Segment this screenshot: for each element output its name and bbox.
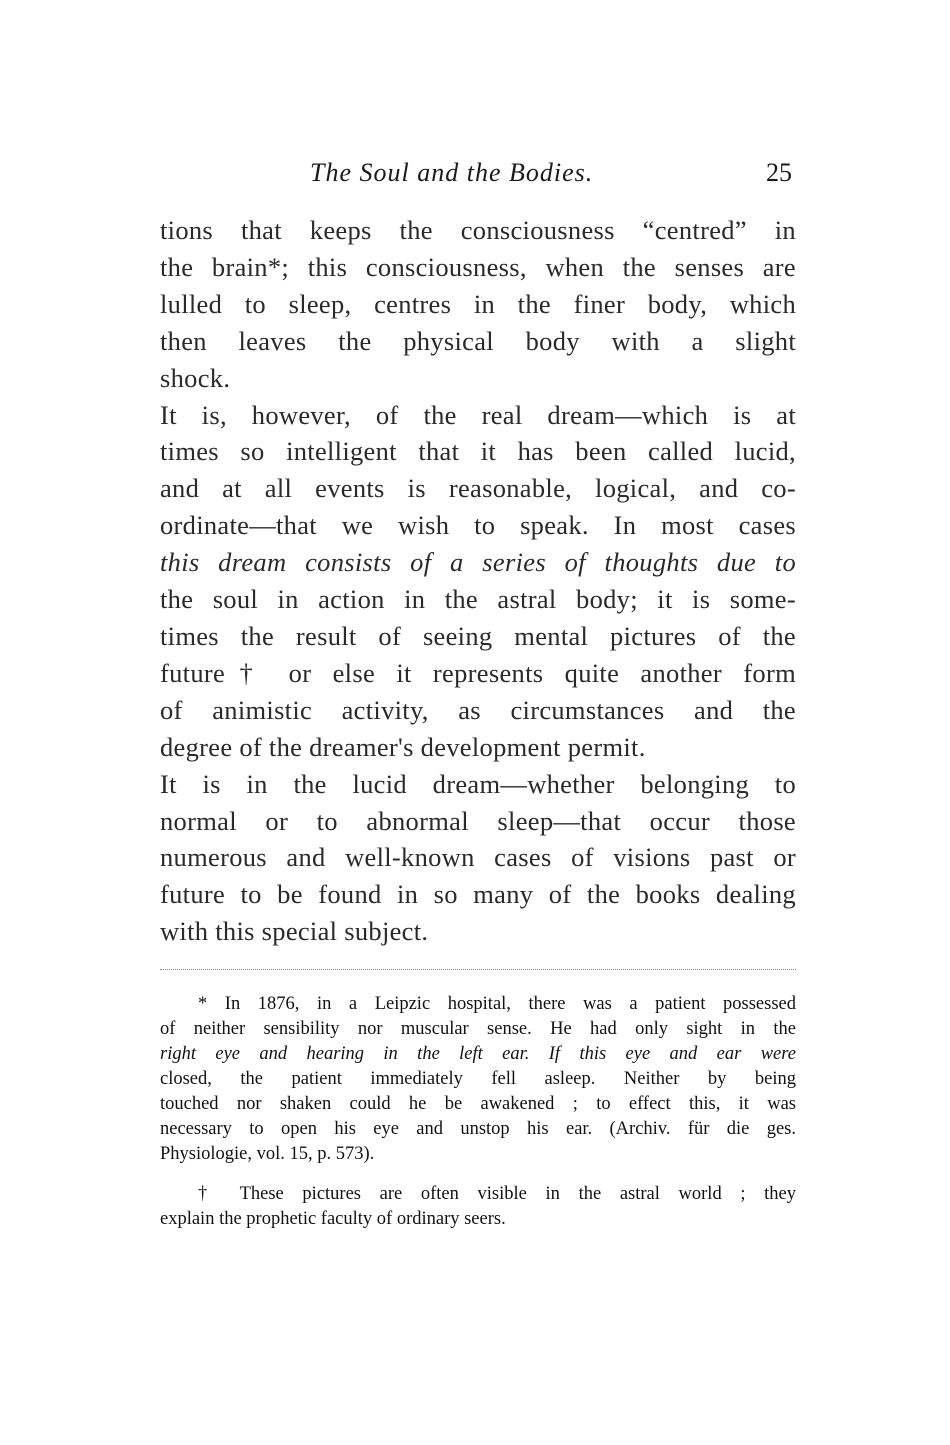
footnote-line: * In 1876, in a Leipzic hospital, there was a patient possessed: [198, 994, 796, 1014]
text-line: times the result of seeing mental pictures of the: [160, 620, 796, 651]
footnote-line: Physiologie, vol. 15, p. 573).: [160, 1144, 375, 1164]
text-line: times so intelligent that it has been called lucid,: [160, 436, 796, 467]
text-line: shock.: [160, 362, 231, 393]
body-text: [160, 212, 796, 950]
footnote-line: necessary to open his eye and unstop his ear. (Archiv. für die ges.: [160, 1119, 796, 1139]
footnote-line: † These pictures are often visible in the astral world ; they: [198, 1184, 796, 1204]
text-line: future† or else it represents quite another form: [160, 657, 796, 688]
text-line: tions that keeps the consciousness “centred” in: [160, 215, 796, 245]
text-line: this dream consists of a series of thoughts due to: [160, 547, 796, 578]
text-line: normal or to abnormal sleep—that occur those: [160, 805, 796, 836]
footnote-line: of neither sensibility nor muscular sense. He had only sight in the: [160, 1019, 796, 1039]
footnote-2: [160, 1182, 796, 1232]
text-line: It is, however, of the real dream—which is at: [160, 399, 796, 430]
running-title: The Soul and the Bodies.: [310, 158, 594, 187]
text-line: lulled to sleep, centres in the finer body, which: [160, 288, 796, 319]
page-number: 25: [766, 158, 792, 187]
footnote-divider: [160, 969, 796, 970]
footnotes: [160, 992, 796, 1232]
footnote-line: right eye and hearing in the left ear. If this eye and ear were: [160, 1044, 796, 1064]
footnote-1: [160, 992, 796, 1167]
text-line: then leaves the physical body with a slight: [160, 325, 796, 356]
text-line: and at all events is reasonable, logical, and co-: [160, 473, 796, 504]
text-line: It is in the lucid dream—whether belonging to: [160, 768, 796, 799]
text-line: the brain*; this consciousness, when the senses are: [160, 251, 796, 282]
text-line: ordinate—that we wish to speak. In most cases: [160, 510, 796, 541]
text-line: with this special subject.: [160, 916, 429, 947]
text-line: the soul in action in the astral body; it is some-: [160, 584, 796, 615]
text-line: of animistic activity, as circumstances and the: [160, 694, 796, 725]
footnote-line: touched nor shaken could he be awakened ; to effect this, it was: [160, 1094, 796, 1114]
footnote-line: explain the prophetic faculty of ordinary seers.: [160, 1209, 506, 1229]
text-line: future to be found in so many of the books dealing: [160, 879, 796, 910]
text-line: numerous and well-known cases of visions past or: [160, 842, 796, 873]
footnote-line: closed, the patient immediately fell asleep. Neither by being: [160, 1069, 796, 1089]
text-line: degree of the dreamer's development permit.: [160, 731, 646, 762]
